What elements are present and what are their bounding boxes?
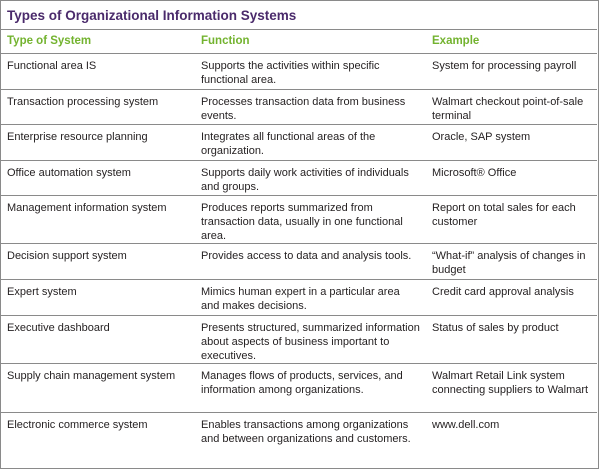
cell-function: Supports daily work activities of individuals and groups. bbox=[201, 167, 409, 193]
cell-system: Management information system bbox=[7, 202, 167, 214]
cell-system: Enterprise resource planning bbox=[7, 131, 148, 143]
header-type-of-system: Type of System bbox=[7, 35, 92, 47]
cell-function: Presents structured, summarized information about aspects of business important to executives. bbox=[201, 322, 420, 362]
cell-example: Report on total sales for each customer bbox=[432, 202, 576, 228]
table-row bbox=[0, 244, 597, 280]
cell-example: Credit card approval analysis bbox=[432, 286, 574, 298]
cell-system: Functional area IS bbox=[7, 60, 97, 72]
cell-example: Status of sales by product bbox=[432, 322, 559, 334]
table-row bbox=[0, 54, 597, 90]
cell-example: www.dell.com bbox=[432, 419, 500, 431]
cell-system: Transaction processing system bbox=[7, 96, 159, 108]
cell-function: Supports the activities within specific functional area. bbox=[201, 60, 380, 86]
table-row bbox=[0, 161, 597, 196]
table-row bbox=[0, 90, 597, 125]
table-row bbox=[0, 196, 597, 244]
header-example: Example bbox=[432, 35, 480, 47]
cell-example: System for processing payroll bbox=[432, 60, 577, 72]
cell-function: Provides access to data and analysis tools. bbox=[201, 250, 412, 262]
cell-system: Decision support system bbox=[7, 250, 127, 262]
table-header bbox=[0, 31, 597, 54]
cell-system: Supply chain management system bbox=[7, 370, 176, 382]
table-row bbox=[0, 413, 597, 467]
table-row bbox=[0, 364, 597, 413]
cell-function: Processes transaction data from business events. bbox=[201, 96, 406, 122]
cell-system: Office automation system bbox=[7, 167, 131, 179]
cell-example: Walmart Retail Link system connecting suppliers to Walmart bbox=[432, 370, 589, 396]
table-row bbox=[0, 125, 597, 161]
cell-example: “What-if” analysis of changes in budget bbox=[432, 250, 586, 276]
cell-function: Produces reports summarized from transaction data, usually in one functional area. bbox=[201, 202, 403, 242]
cell-function: Enables transactions among organizations and between organizations and customers. bbox=[201, 419, 411, 445]
table-title: Types of Organizational Information Systems bbox=[0, 0, 597, 30]
table-row bbox=[0, 280, 597, 316]
cell-example: Oracle, SAP system bbox=[432, 131, 531, 143]
cell-function: Mimics human expert in a particular area and makes decisions. bbox=[201, 286, 400, 312]
cell-system: Expert system bbox=[7, 286, 77, 298]
header-function: Function bbox=[201, 35, 250, 47]
table-row bbox=[0, 316, 597, 364]
cell-function: Integrates all functional areas of the organization. bbox=[201, 131, 376, 157]
cell-system: Electronic commerce system bbox=[7, 419, 148, 431]
cell-example: Walmart checkout point-of-sale terminal bbox=[432, 96, 584, 122]
cell-system: Executive dashboard bbox=[7, 322, 110, 334]
cell-example: Microsoft® Office bbox=[432, 167, 517, 179]
cell-function: Manages flows of products, services, and information among organizations. bbox=[201, 370, 403, 396]
